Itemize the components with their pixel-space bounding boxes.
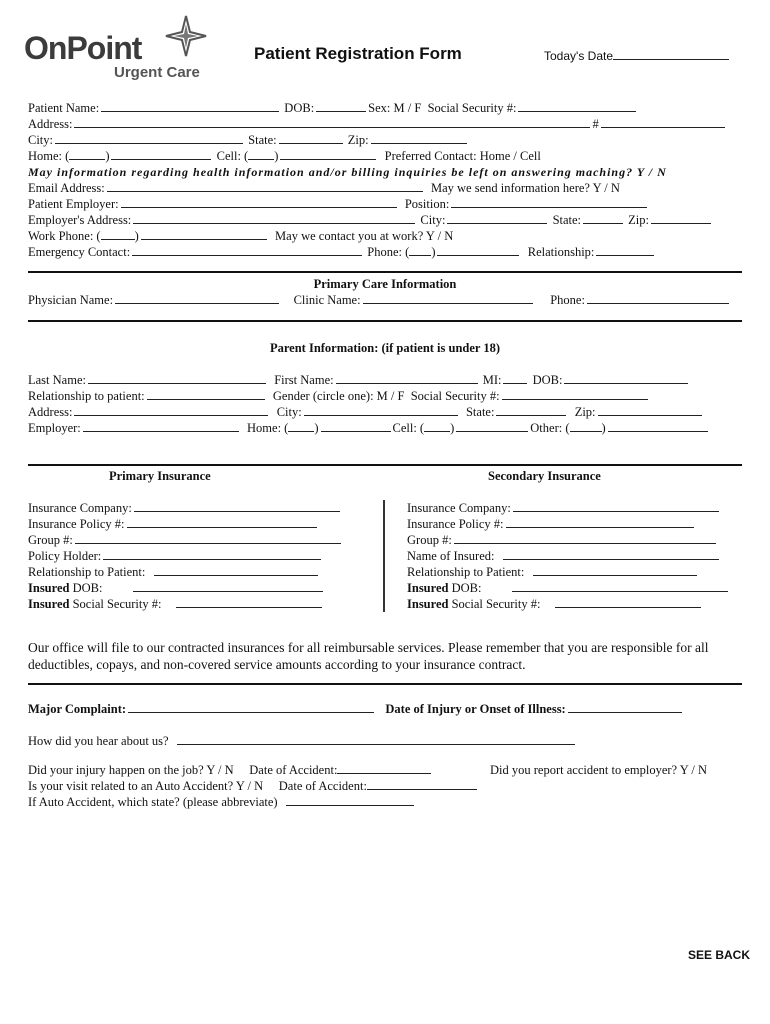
emergency-relationship-label: Relationship:: [527, 245, 595, 259]
parent-city-field[interactable]: [304, 404, 458, 416]
primary-ins-company: [28, 500, 342, 516]
primary-ins-dob: [28, 580, 325, 596]
apt-number-label: #: [592, 117, 599, 131]
address-field[interactable]: [74, 116, 590, 128]
parent-employer-label: Employer:: [28, 421, 81, 435]
job-injury-row: [28, 762, 431, 778]
city-label: City:: [28, 133, 54, 147]
patient-row-1: [28, 100, 638, 116]
parent-row-1: [28, 372, 690, 388]
accident-date-field[interactable]: [337, 762, 431, 774]
parent-other-phone-field[interactable]: [608, 420, 708, 432]
parent-address-field[interactable]: [74, 404, 268, 416]
position-label: Position:: [404, 197, 450, 211]
patient-row-9: Work Phone: ( ) May we contact you at work? Y / N: [28, 229, 454, 243]
auto-state-row: [28, 794, 416, 810]
form-title: Patient Registration Form: [254, 44, 462, 63]
onset-date-field[interactable]: [568, 701, 682, 713]
secondary-ins-group-field[interactable]: [454, 532, 716, 544]
secondary-ins-holder-label: Name of Insured:: [407, 549, 495, 563]
parent-first-name-label: First Name:: [274, 373, 334, 387]
dob-field[interactable]: [316, 100, 366, 112]
primary-ins-relationship-label: Relationship to Patient:: [28, 565, 146, 579]
home-phone-label: Home: (: [28, 149, 70, 163]
secondary-ins-relationship-field[interactable]: [533, 564, 697, 576]
insurance-statement-line-2: deductibles, copays, and non-covered service amounts according to your insurance contract.: [28, 657, 526, 672]
secondary-ins-holder-field[interactable]: [503, 548, 719, 560]
primary-ins-company-label: Insurance Company:: [28, 501, 132, 515]
answering-machine-notice: May information regarding health information and/or billing inquiries be left on answering maching? Y / N: [28, 165, 667, 179]
secondary-ins-ssn-field[interactable]: [555, 596, 701, 608]
parent-relationship-field[interactable]: [147, 388, 265, 400]
primary-ins-group-label: Group #:: [28, 533, 73, 547]
secondary-ins-policy-label: Insurance Policy #:: [407, 517, 504, 531]
accident-date-label: Date of Accident:: [249, 763, 338, 777]
primary-insured-word: Insured: [28, 581, 70, 595]
parent-state-field[interactable]: [496, 404, 566, 416]
primary-ins-group: [28, 532, 343, 548]
parent-heading: Parent Information: (if patient is under 18): [269, 341, 501, 355]
sex-label: Sex: M / F: [368, 101, 422, 115]
parent-state-label: State:: [465, 405, 495, 419]
state-label: State:: [248, 133, 277, 147]
primary-ins-ssn: [28, 596, 324, 612]
secondary-ins-ssn: [407, 596, 703, 612]
parent-employer-field[interactable]: [83, 420, 239, 432]
heard-row: [28, 733, 577, 749]
state-field[interactable]: [279, 132, 343, 144]
dob-label: DOB:: [284, 101, 315, 115]
parent-zip-label: Zip:: [574, 405, 596, 419]
send-info-question[interactable]: May we send information here? Y / N: [430, 181, 620, 195]
parent-row-3: [28, 404, 704, 420]
parent-mi-field[interactable]: [503, 372, 527, 384]
parent-mi-label: MI:: [482, 373, 502, 387]
parent-cell-phone-label: Cell: (: [392, 421, 425, 435]
auto-accident-date-label: Date of Accident:: [278, 779, 367, 793]
employer-state-field[interactable]: [583, 212, 623, 224]
logo-subtitle: Urgent Care: [114, 64, 200, 81]
parent-row-4: Employer: Home: ( ) Cell: ( ) Other: ( ): [28, 420, 710, 436]
primary-ins-relationship-field[interactable]: [154, 564, 318, 576]
home-phone-field[interactable]: [111, 148, 211, 160]
divider-4: [28, 683, 742, 685]
employer-zip-label: Zip:: [628, 213, 649, 227]
patient-row-7: [28, 196, 649, 212]
heard-about-field[interactable]: [177, 733, 575, 745]
primary-ins-holder-field[interactable]: [103, 548, 321, 560]
auto-accident-question[interactable]: Is your visit related to an Auto Accident? Y / N: [28, 779, 264, 793]
primary-ins-ssn-label: Social Security #:: [69, 597, 162, 611]
onset-date-label: Date of Injury or Onset of Illness:: [385, 702, 566, 716]
parent-row-2: [28, 388, 650, 404]
work-phone-label: Work Phone: (: [28, 229, 101, 243]
primary-ins-policy: [28, 516, 319, 532]
parent-city-label: City:: [276, 405, 302, 419]
parent-dob-field[interactable]: [564, 372, 688, 384]
auto-accident-row: [28, 778, 477, 794]
city-field[interactable]: [55, 132, 243, 144]
cell-phone-label: Cell: (: [216, 149, 249, 163]
major-complaint-label: Major Complaint:: [28, 702, 127, 716]
major-complaint-field[interactable]: [128, 701, 374, 713]
preferred-contact[interactable]: Preferred Contact: Home / Cell: [384, 149, 541, 163]
zip-label: Zip:: [347, 133, 369, 147]
parent-ssn-label: Social Security #:: [410, 389, 500, 403]
cell-phone-field[interactable]: [280, 148, 376, 160]
employer-city-field[interactable]: [447, 212, 547, 224]
secondary-insurance-heading: Secondary Insurance: [488, 469, 601, 483]
clinic-phone-label: Phone:: [550, 293, 585, 307]
parent-last-name-field[interactable]: [88, 372, 266, 384]
patient-row-10: Emergency Contact: Phone: ( ) Relationship:: [28, 244, 656, 260]
divider-2: [28, 320, 742, 322]
emergency-relationship-field[interactable]: [596, 244, 654, 256]
secondary-ins-group: [407, 532, 718, 548]
parent-first-name-field[interactable]: [336, 372, 478, 384]
patient-row-6: [28, 180, 620, 196]
see-back-note: SEE BACK: [688, 948, 751, 962]
patient-name-label: Patient Name:: [28, 101, 100, 115]
contact-at-work-question[interactable]: May we contact you at work? Y / N: [275, 229, 454, 243]
employer-state-label: State:: [552, 213, 582, 227]
parent-home-phone-label: Home: (: [247, 421, 289, 435]
patient-row-4: Home: ( ) Cell: ( ) Preferred Contact: Home / Cell: [28, 149, 541, 163]
primary-insured-word-2: Insured: [28, 597, 70, 611]
physician-name-field[interactable]: [115, 292, 279, 304]
parent-last-name-label: Last Name:: [28, 373, 86, 387]
job-injury-question[interactable]: Did your injury happen on the job? Y / N: [28, 763, 234, 777]
secondary-ins-relationship-label: Relationship to Patient:: [407, 565, 525, 579]
secondary-insured-word-2: Insured: [407, 597, 449, 611]
parent-cell-phone-field[interactable]: [456, 420, 528, 432]
employer-zip-field[interactable]: [651, 212, 711, 224]
apt-number-field[interactable]: [601, 116, 725, 128]
insurance-column-divider: [383, 500, 385, 612]
parent-relationship-label: Relationship to patient:: [28, 389, 145, 403]
secondary-ins-company-label: Insurance Company:: [407, 501, 511, 515]
clinic-name-field[interactable]: [363, 292, 533, 304]
primary-ins-policy-label: Insurance Policy #:: [28, 517, 125, 531]
zip-field[interactable]: [371, 132, 467, 144]
parent-zip-field[interactable]: [598, 404, 702, 416]
secondary-insured-word: Insured: [407, 581, 449, 595]
emergency-phone-label: Phone: (: [367, 245, 410, 259]
primary-ins-dob-field[interactable]: [133, 580, 323, 592]
employer-field[interactable]: [121, 196, 397, 208]
divider-1: [28, 271, 742, 273]
patient-name-field[interactable]: [101, 100, 279, 112]
emergency-contact-field[interactable]: [132, 244, 362, 256]
secondary-ins-company-field[interactable]: [513, 500, 719, 512]
complaint-row: [28, 701, 684, 717]
clinic-name-label: Clinic Name:: [293, 293, 361, 307]
heard-about-label: How did you hear about us?: [28, 734, 169, 748]
position-field[interactable]: [451, 196, 647, 208]
primary-ins-company-field[interactable]: [134, 500, 340, 512]
email-field[interactable]: [107, 180, 423, 192]
divider-3: [28, 464, 742, 466]
primary-ins-group-field[interactable]: [75, 532, 341, 544]
primary-care-row: [28, 292, 731, 308]
employer-city-label: City:: [420, 213, 446, 227]
patient-row-3: [28, 132, 469, 148]
primary-ins-dob-label: DOB:: [69, 581, 103, 595]
employer-address-label: Employer's Address:: [28, 213, 132, 227]
secondary-ins-relationship: [407, 564, 699, 580]
ssn-field[interactable]: [518, 100, 636, 112]
primary-ins-holder-label: Policy Holder:: [28, 549, 102, 563]
employer-label: Patient Employer:: [28, 197, 119, 211]
parent-address-label: Address:: [28, 405, 73, 419]
secondary-ins-group-label: Group #:: [407, 533, 452, 547]
logo-star-icon: [164, 14, 208, 58]
patient-row-2: [28, 116, 727, 132]
emergency-contact-label: Emergency Contact:: [28, 245, 131, 259]
parent-ssn-field[interactable]: [502, 388, 648, 400]
secondary-ins-policy-field[interactable]: [506, 516, 694, 528]
secondary-ins-ssn-label: Social Security #:: [448, 597, 541, 611]
parent-other-phone-label: Other: (: [530, 421, 570, 435]
work-phone-field[interactable]: [141, 228, 267, 240]
ssn-label: Social Security #:: [427, 101, 517, 115]
primary-ins-relationship: [28, 564, 320, 580]
address-label: Address:: [28, 117, 73, 131]
clinic-phone-field[interactable]: [587, 292, 729, 304]
employer-address-field[interactable]: [133, 212, 415, 224]
auto-state-field[interactable]: [286, 794, 414, 806]
parent-home-phone-field[interactable]: [321, 420, 391, 432]
email-label: Email Address:: [28, 181, 105, 195]
todays-date-label: Today's Date: [544, 49, 613, 63]
todays-date-field[interactable]: [544, 48, 729, 64]
secondary-ins-company: [407, 500, 721, 516]
parent-gender-select[interactable]: Gender (circle one): M / F: [272, 389, 405, 403]
patient-row-8: [28, 212, 713, 228]
emergency-phone-field[interactable]: [437, 244, 519, 256]
secondary-ins-dob-label: DOB:: [448, 581, 482, 595]
primary-ins-ssn-field[interactable]: [176, 596, 322, 608]
primary-ins-policy-field[interactable]: [127, 516, 317, 528]
auto-accident-date-field[interactable]: [367, 778, 477, 790]
secondary-ins-holder: [407, 548, 721, 564]
physician-name-label: Physician Name:: [28, 293, 114, 307]
secondary-ins-dob-field[interactable]: [512, 580, 728, 592]
secondary-ins-dob: [407, 580, 730, 596]
parent-dob-label: DOB:: [532, 373, 563, 387]
primary-ins-holder: [28, 548, 323, 564]
insurance-statement-line-1: Our office will file to our contracted insurances for all reimbursable services. Please remember that you are responsible for all: [28, 640, 709, 655]
secondary-ins-policy: [407, 516, 696, 532]
logo-name: OnPoint: [24, 30, 142, 66]
report-employer-question[interactable]: Did you report accident to employer? Y / N: [490, 763, 708, 777]
logo: [24, 26, 214, 86]
auto-state-label: If Auto Accident, which state? (please abbreviate): [28, 795, 278, 809]
primary-insurance-heading: Primary Insurance: [109, 469, 211, 483]
primary-care-heading: Primary Care Information: [313, 277, 457, 291]
